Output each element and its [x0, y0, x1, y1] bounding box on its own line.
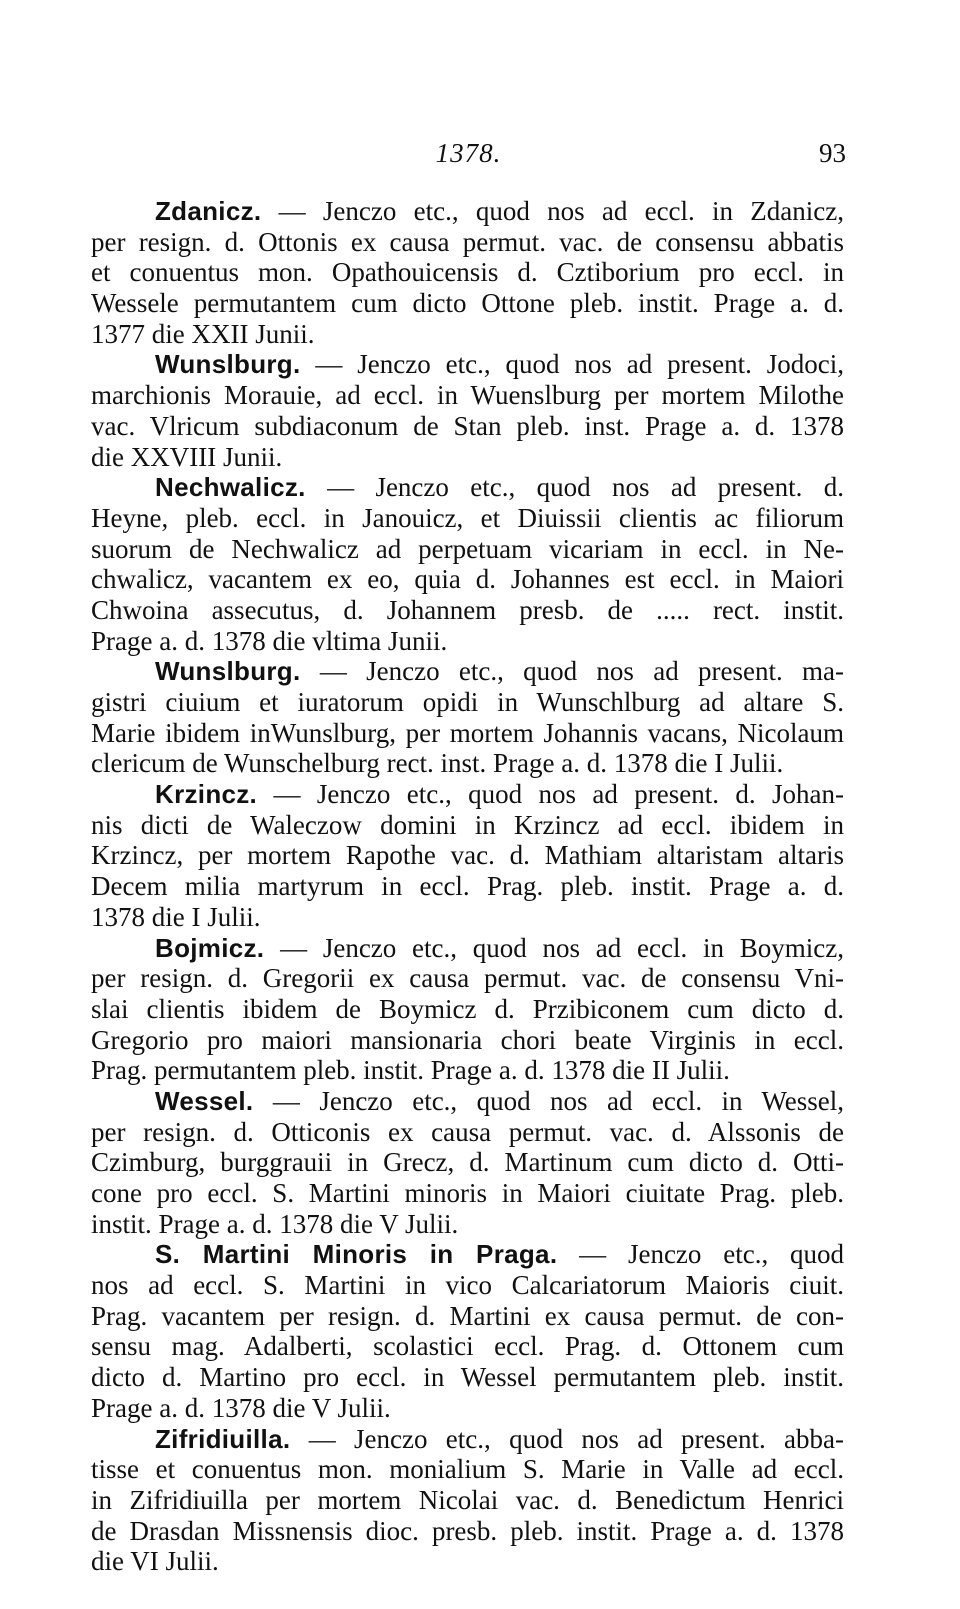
entry-line: Marie ibidem inWunslburg, per mortem Johannis vacans, Nicolaum	[91, 717, 844, 748]
entry-place-heading: Bojmicz.	[155, 932, 265, 963]
entry-line: Krzincz, per mortem Rapothe vac. d. Mathiam altaristam altaris	[91, 840, 844, 871]
entry-line: Prage a. d. 1378 die V Julii.	[91, 1392, 391, 1423]
entry-text: — Jenczo etc., quod nos ad eccl. in Wessel,	[272, 1085, 845, 1116]
entry-line: de Drasdan Missnensis dioc. presb. pleb. instit. Prage a. d. 1378	[91, 1515, 844, 1546]
entry-line: slai clientis ibidem de Boymicz d. Przibiconem cum dicto d.	[91, 993, 844, 1024]
entry-line: per resign. d. Otticonis ex causa permut. vac. d. Alssonis de	[91, 1116, 844, 1147]
entry-first-line	[91, 1086, 844, 1117]
document-body	[91, 196, 844, 1577]
entry-line: gistri ciuium et iuratorum opidi in Wunschlburg ad altare S.	[91, 687, 844, 717]
entry-text: — Jenczo etc., quod nos ad present. d.	[327, 472, 845, 503]
entry-place-heading: Wunslburg.	[155, 656, 301, 687]
entry-line: clericum de Wunschelburg rect. inst. Prage a. d. 1378 die I Julii.	[91, 748, 784, 779]
running-head-year: 1378.	[435, 138, 502, 168]
entry-text: — Jenczo etc., quod	[579, 1239, 844, 1270]
entry-first-line	[91, 349, 844, 380]
entry-place-heading: Zdanicz.	[155, 196, 262, 226]
entry-first-line	[91, 656, 844, 687]
entry-line: Chwoina assecutus, d. Johannem presb. de ..... rect. instit.	[91, 594, 844, 625]
entry-line: nos ad eccl. S. Martini in vico Calcariatorum Maioris ciuit.	[91, 1270, 844, 1301]
entry-first-line	[91, 779, 844, 810]
entry-line: per resign. d. Gregorii ex causa permut. vac. de consensu Vni-	[91, 963, 844, 994]
register-entry	[91, 472, 844, 656]
entry-place-heading: Wunslburg.	[155, 349, 301, 380]
entry-line: chwalicz, vacantem ex eo, quia d. Johannes est eccl. in Maiori	[91, 564, 844, 595]
entry-line: Czimburg, burggrauii in Grecz, d. Martinum cum dicto d. Otti-	[91, 1147, 844, 1178]
entry-line: Heyne, pleb. eccl. in Janouicz, et Diuissii clientis ac filiorum	[91, 502, 844, 533]
entry-line: Gregorio pro maiori mansionaria chori beate Virginis in eccl.	[91, 1024, 844, 1055]
entry-place-heading: Wessel.	[155, 1085, 254, 1116]
entry-text: — Jenczo etc., quod nos ad present. ma-	[319, 656, 844, 687]
register-entry	[91, 349, 844, 472]
entry-line: Wessele permutantem cum dicto Ottone pleb. instit. Prage a. d.	[91, 288, 844, 319]
register-entry	[91, 1424, 844, 1577]
register-entry	[91, 1239, 844, 1423]
entry-first-line	[91, 196, 844, 227]
entry-first-line	[91, 472, 844, 503]
entry-line: sensu mag. Adalberti, scolastici eccl. Prag. d. Ottonem cum	[91, 1331, 844, 1362]
register-entry	[91, 779, 844, 932]
entry-line: 1378 die I Julii.	[91, 901, 261, 932]
entry-line: marchionis Morauie, ad eccl. in Wuenslburg per mortem Milothe	[91, 380, 844, 411]
entry-line: Prag. vacantem per resign. d. Martini ex causa permut. de con-	[91, 1300, 844, 1331]
register-entry	[91, 656, 844, 779]
entry-text: — Jenczo etc., quod nos ad present. d. Johan-	[273, 779, 845, 810]
entry-line: nis dicti de Waleczow domini in Krzincz ad eccl. ibidem in	[91, 809, 844, 840]
entry-line: Prag. permutantem pleb. instit. Prage a. d. 1378 die II Julii.	[91, 1055, 730, 1086]
entry-text: — Jenczo etc., quod nos ad present. abba-	[308, 1423, 844, 1454]
entry-line: per resign. d. Ottonis ex causa permut. vac. de consensu abbatis	[91, 226, 844, 257]
entry-text: — Jenczo etc., quod nos ad present. Jodoci,	[315, 349, 844, 380]
entry-place-heading: S. Martini Minoris in Praga.	[155, 1239, 558, 1270]
register-entry	[91, 196, 844, 349]
entry-text: — Jenczo etc., quod nos ad eccl. in Boymicz,	[280, 932, 845, 963]
entry-line: die XXVIII Junii.	[91, 441, 283, 472]
running-head	[91, 138, 846, 170]
entry-line: Prage a. d. 1378 die vltima Junii.	[91, 625, 448, 656]
entry-place-heading: Nechwalicz.	[155, 472, 306, 503]
register-entry	[91, 933, 844, 1086]
entry-line: vac. Vlricum subdiaconum de Stan pleb. inst. Prage a. d. 1378	[91, 410, 844, 441]
entry-place-heading: Zifridiuilla.	[155, 1423, 291, 1454]
entry-line: in Zifridiuilla per mortem Nicolai vac. d. Benedictum Henrici	[91, 1484, 844, 1515]
entry-line: cone pro eccl. S. Martini minoris in Maiori ciuitate Prag. pleb.	[91, 1178, 844, 1208]
page-number: 93	[819, 138, 846, 168]
entry-line: suorum de Nechwalicz ad perpetuam vicariam in eccl. in Ne-	[91, 533, 844, 564]
entry-text: — Jenczo etc., quod nos ad eccl. in Zdanicz,	[278, 196, 844, 226]
entry-line: Decem milia martyrum in eccl. Prag. pleb. instit. Prage a. d.	[91, 871, 844, 902]
entry-line: instit. Prage a. d. 1378 die V Julii.	[91, 1208, 459, 1239]
entry-line: die VI Julii.	[91, 1546, 219, 1577]
entry-first-line	[91, 933, 844, 964]
entry-first-line	[91, 1424, 844, 1455]
entry-place-heading: Krzincz.	[155, 779, 258, 810]
entry-line: et conuentus mon. Opathouicensis d. Cztiborium pro eccl. in	[91, 257, 844, 288]
register-entry	[91, 1086, 844, 1239]
entry-first-line	[91, 1239, 844, 1270]
entry-line: dicto d. Martino pro eccl. in Wessel permutantem pleb. instit.	[91, 1362, 844, 1393]
entry-line: tisse et conuentus mon. monialium S. Marie in Valle ad eccl.	[91, 1454, 844, 1485]
entry-line: 1377 die XXII Junii.	[91, 318, 315, 349]
